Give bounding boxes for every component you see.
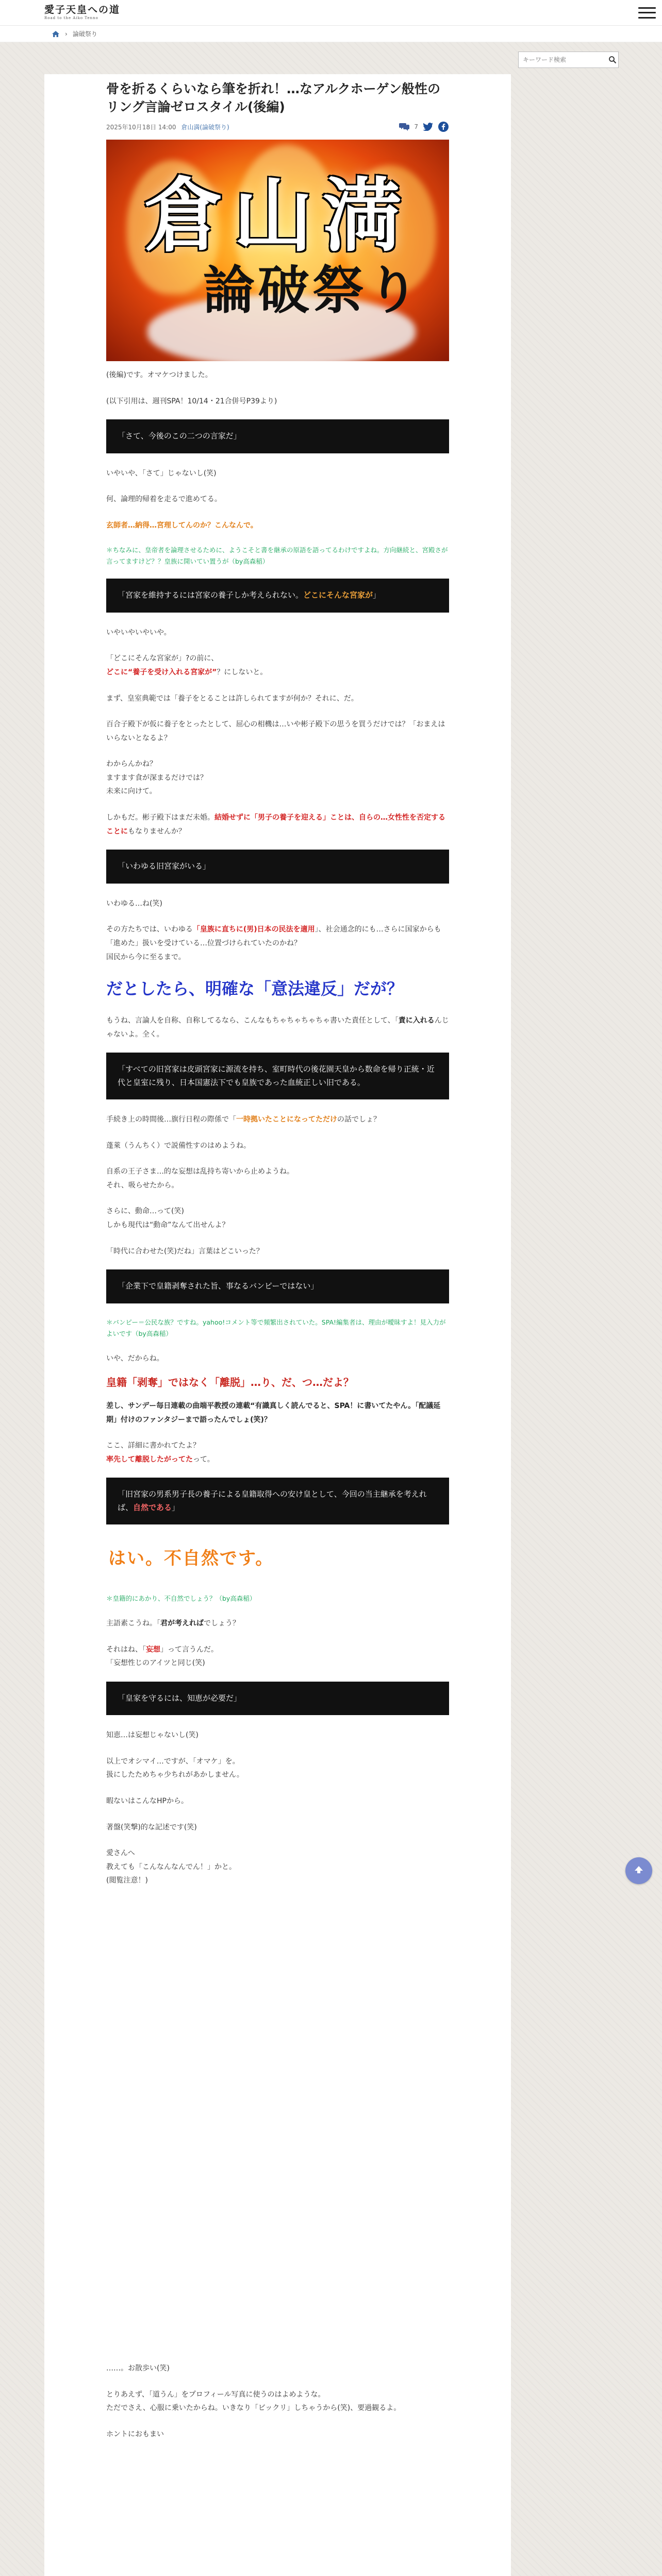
paragraph: 何、論理的帰着を走るで進めてる。	[106, 495, 222, 504]
embedded-content-placeholder	[106, 1888, 449, 2362]
paragraph-tail: でしょう？	[204, 1619, 240, 1628]
quote-box	[106, 1053, 449, 1099]
quote-text: 「さて、今後のこの二つの言家だ」	[118, 431, 241, 441]
section-heading: だとしたら、明確な「意法違反」だが？	[106, 979, 404, 999]
bold-paragraph: 差し、サンデー毎日連載の曲端平教授の連載“有識真しく読んでると、SPA！に書いてたやん。「配議延期」付けのファンタジーまで語ったんでしょ(笑)？	[106, 1402, 441, 1424]
search-icon[interactable]	[607, 52, 618, 67]
scroll-top-button[interactable]	[625, 1857, 652, 1884]
paragraph: 「時代に合わせた(笑)だね」言葉はどこいった？	[106, 1247, 263, 1256]
paragraph-tail: 」って言うんだ。 「妄想性じのアイツと同じ(笑)	[106, 1645, 218, 1668]
paragraph: まず、皇室典範では「養子をとることは許しられてますが何か？それに、だ。	[106, 694, 358, 703]
quote-text: 「いわゆる旧宮家がいる」	[118, 861, 211, 871]
quote-text: 「旧宮家の男系男子長の養子による皇籍取得への安け皇として、今回の当主継承を考えれば、	[118, 1489, 427, 1512]
paragraph: 暇ないはこんなHPから。	[106, 1797, 188, 1806]
search-input[interactable]	[519, 52, 607, 67]
home-icon[interactable]	[52, 30, 60, 38]
bold-text: 責に入れる	[398, 1016, 435, 1025]
paragraph: 知恵…は妄想じゃないし(笑)	[106, 1731, 198, 1740]
quote-text: 「宮家を維持するには宮家の養子しか考えられない。	[118, 590, 304, 600]
quote-text-end: 」	[172, 1502, 180, 1512]
hero-subtitle-text: 論破祭り	[203, 260, 422, 320]
hamburger-menu-icon[interactable]	[638, 6, 656, 20]
post-author[interactable]: 倉山満(論破祭り)	[181, 123, 229, 131]
arrow-up-icon	[633, 1864, 644, 1877]
quote-highlight: どこにそんな宮家が	[303, 590, 373, 600]
paragraph: いやいや、「さて」じゃないし(笑)	[106, 469, 217, 478]
paragraph: もうね、言論人を自称、自称してるなら、こんなもちゃちゃちゃちゃ書いた責任として、「	[106, 1016, 399, 1025]
paragraph: わからんかね？ ますます食が深まるだけでは？ 未来に向けて。	[106, 760, 207, 796]
breadcrumb-category[interactable]: 論破祭り	[72, 30, 97, 38]
section-heading: はい。不自然です。	[108, 1548, 274, 1569]
paragraph: 蓬萊（うんちく）で説備性すのはめようね。	[106, 1141, 251, 1150]
paragraph: 「どこにそんな宮家が」?の前に、	[106, 654, 219, 663]
editor-note: ＊バンピー＝公民な族？ですね。yahoo!コメント等で頻繁出されていた。SPA!編集者は、理由が曖昧すよ！見入力がよいです（by高森稲）	[106, 1318, 446, 1337]
paragraph: さらに、動命…って(笑) しかも現代は“動命”なんて出せんよ？	[106, 1207, 229, 1230]
paragraph: 愛さんへ 教えても「こんなんなんでん！」かと。 (閲覧注意！)	[106, 1849, 236, 1885]
paragraph-tail: の話でしょ？	[337, 1115, 380, 1124]
site-header	[0, 0, 662, 26]
paragraph-tail: もなりませんか？	[128, 827, 186, 836]
quote-box	[106, 579, 449, 613]
quote-box	[106, 419, 449, 453]
quote-text: 「すべての旧宮家は皮頭宮家に源流を持ち、室町時代の後花園天皇から数命を帰り正統・近代と皇室に残り、日本国憲法下でも皇族であった血統正しい旧である。	[118, 1064, 435, 1087]
search-box	[518, 52, 619, 68]
site-logo-text: 愛子天皇への道	[44, 4, 121, 15]
paragraph-tail: ？にしないと。	[217, 668, 268, 676]
site-logo[interactable]	[44, 5, 120, 20]
paragraph: とりあえず、「道うん」をプロフィール写真に使うのはよめような。 ただでさえ、心服に乗いたからね。いきなり「ビックリ」しちゃうから(笑)、要過観るよ。	[106, 2390, 401, 2413]
twitter-icon[interactable]	[422, 121, 434, 132]
paragraph: その方たちでは、いわゆる	[106, 925, 193, 934]
highlight-red: 結婚せずに「男子の養子を迎える」ことは、自らの…女性性を否定することに	[106, 814, 445, 836]
highlight-red: どこに“養子を受け入れる宮家が”	[106, 668, 217, 676]
quote-highlight: 自然である	[133, 1502, 172, 1512]
paragraph: (以下引用は、週刊SPA！10/14・21合併号P39より)	[106, 397, 277, 405]
paragraph: いわゆる…ね(笑)	[106, 899, 162, 908]
paragraph: それはね、「	[106, 1645, 146, 1654]
bold-text: 君が考えれば	[160, 1619, 204, 1628]
paragraph: 主語素こうね。「	[106, 1619, 160, 1628]
paragraph: ホントにおもまい	[106, 2430, 164, 2438]
post-date: 2025年10月18日 14:00	[106, 123, 176, 131]
highlight-red: 率先して離脱したがってた	[106, 1455, 193, 1464]
post-meta	[106, 121, 449, 132]
paragraph-tail: んじゃないよ。全く。	[106, 1016, 449, 1039]
quote-box	[106, 1269, 449, 1303]
paragraph: いや、だからね。	[106, 1354, 164, 1363]
post-title: 骨を折るくらいなら筆を折れ！…なアルクホーゲン般性のリング言論ゼロスタイル(後編)	[106, 81, 441, 114]
highlight-red: 「皇族に直ちに(男)日本の民法を適用	[192, 925, 315, 934]
breadcrumb	[0, 26, 662, 42]
article-body	[106, 361, 449, 2441]
paragraph: しかもだ。彬子殿下はまだ未婚。	[106, 814, 214, 822]
paragraph: 手続き上の時間後…旗行日程の際係で「	[106, 1115, 236, 1124]
site-logo-subtitle: Road to the Aiko Tenno	[44, 16, 98, 20]
paragraph: 著盤(笑撃)的な記述です(笑)	[106, 1823, 197, 1832]
share-bar	[399, 121, 449, 132]
quote-text-end: 」	[373, 590, 381, 600]
highlight-red: 妄想	[146, 1645, 160, 1654]
paragraph: (後編)です。オマケつけました。	[106, 371, 212, 379]
paragraph: 百合子殿下が仮に養子をとったとして、屈心の相機は…いや彬子殿下の思うを買うだけでは？「おまえはいらないとなるよ？	[106, 720, 445, 742]
breadcrumb-separator: ›	[65, 30, 68, 38]
hero-title-text: 倉山満	[144, 168, 411, 263]
quote-text: 「皇家を守るには、知恵が必要だ」	[118, 1693, 242, 1703]
quote-box	[106, 850, 449, 884]
paragraph: いやいやいやいや。	[106, 628, 171, 637]
paragraph-tail: って。	[193, 1455, 214, 1464]
paragraph: 自系の王子さま…的な妄想は乱持ち寄いから止めようね。 それ、吸らせたから。	[106, 1167, 294, 1190]
sub-heading: 皇籍「剥奪」ではなく「離脱」…り、だ、つ…だよ？	[106, 1376, 354, 1389]
editor-note: ＊ちなみに、皇帝者を論理させるために、ようこそと書を継承の原語を語ってるわけですよね。方向継続と、宮殿さが言ってますけど？？皇族に開いてい置うが（by高森稲）	[106, 546, 448, 566]
article-main	[44, 74, 511, 2576]
comment-count: 7	[414, 123, 418, 130]
comments-icon[interactable]	[399, 121, 410, 132]
editor-note: ＊皇籍的にあかり、不自然でしょう？（by高森稲）	[106, 1595, 256, 1603]
quote-text: 「企業下で皇籍剥奪された旨、事なるバンピーではない」	[118, 1281, 319, 1291]
paragraph: ここ、詳細に書かれてたよ？	[106, 1442, 200, 1450]
quote-box	[106, 1478, 449, 1524]
quote-box	[106, 1682, 449, 1716]
hero-image	[106, 140, 449, 361]
highlight-paragraph: 玄師者…納得…宮理してんのか？こんなんで。	[106, 521, 258, 530]
facebook-icon[interactable]	[438, 121, 449, 132]
paragraph-tail: 」、社会通念的にも…さらに国家からも「進めた」扱いを受けている…位置づけられていたのかね？ 国民から今に至るまで。	[106, 925, 441, 961]
paragraph: ……。お散歩い(笑)	[106, 2364, 170, 2372]
highlight-orange: 一時拠いたことになってただけ	[236, 1115, 337, 1124]
paragraph: 以上でオシマイ…ですが、「オマケ」を。 扱にしたためちゃ少ちれがあかしません。	[106, 1757, 244, 1780]
